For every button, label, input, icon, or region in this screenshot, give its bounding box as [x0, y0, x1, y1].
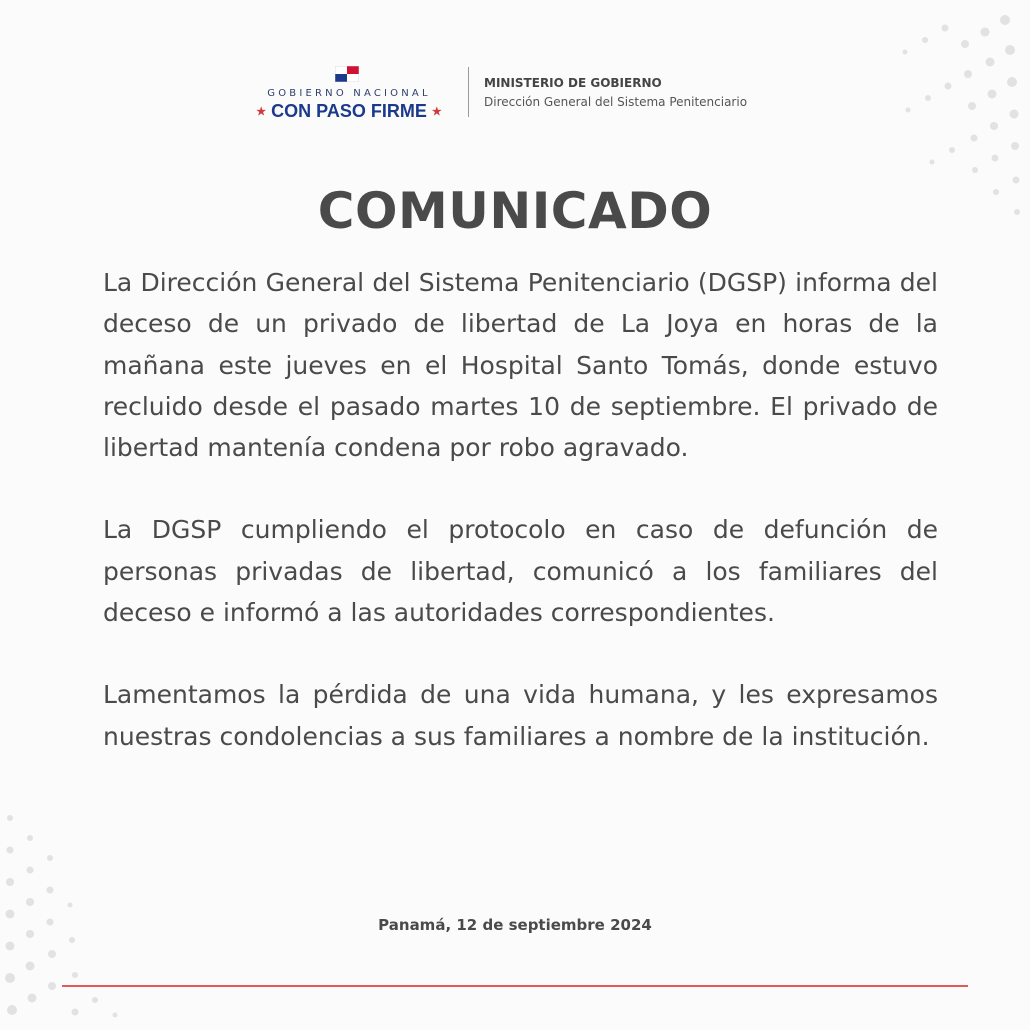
- brand-slogan-text: CON PASO FIRME: [271, 101, 427, 121]
- header: [0, 62, 1030, 122]
- department-name: Dirección General del Sistema Penitenciario: [484, 95, 748, 109]
- date-line: Panamá, 12 de septiembre 2024: [378, 916, 652, 934]
- paragraph: Lamentamos la pérdida de una vida humana, y les expresamos nuestras condolencias a sus familiares a nombre de la institución.: [103, 680, 938, 751]
- brand-top-text: GOBIERNO NACIONAL: [267, 88, 431, 99]
- paragraph: La Dirección General del Sistema Penitenciario (DGSP) informa del deceso de un privado de libertad de La Joya en horas de la mañana este jueves en el Hospital Santo Tomás, donde estuvo recluido desde el pasado martes 10 de septiembre. El privado de libertad mantenía condena por robo agravado.: [103, 268, 938, 463]
- paragraph: La DGSP cumpliendo el protocolo en caso de defunción de personas privadas de libertad, comunicó a los familiares del deceso e informó a las autoridades correspondientes.: [103, 515, 938, 628]
- page-title: COMUNICADO: [317, 182, 713, 240]
- footer-rule: [62, 985, 968, 987]
- government-logo: [242, 66, 456, 122]
- header-divider: [468, 67, 469, 117]
- star-icon: ★: [431, 106, 442, 118]
- statement-body: [103, 262, 938, 757]
- star-icon: ★: [256, 106, 267, 118]
- panama-flag-icon: [335, 66, 359, 82]
- ministry-name: MINISTERIO DE GOBIERNO: [484, 76, 662, 90]
- brand-slogan: [242, 101, 456, 122]
